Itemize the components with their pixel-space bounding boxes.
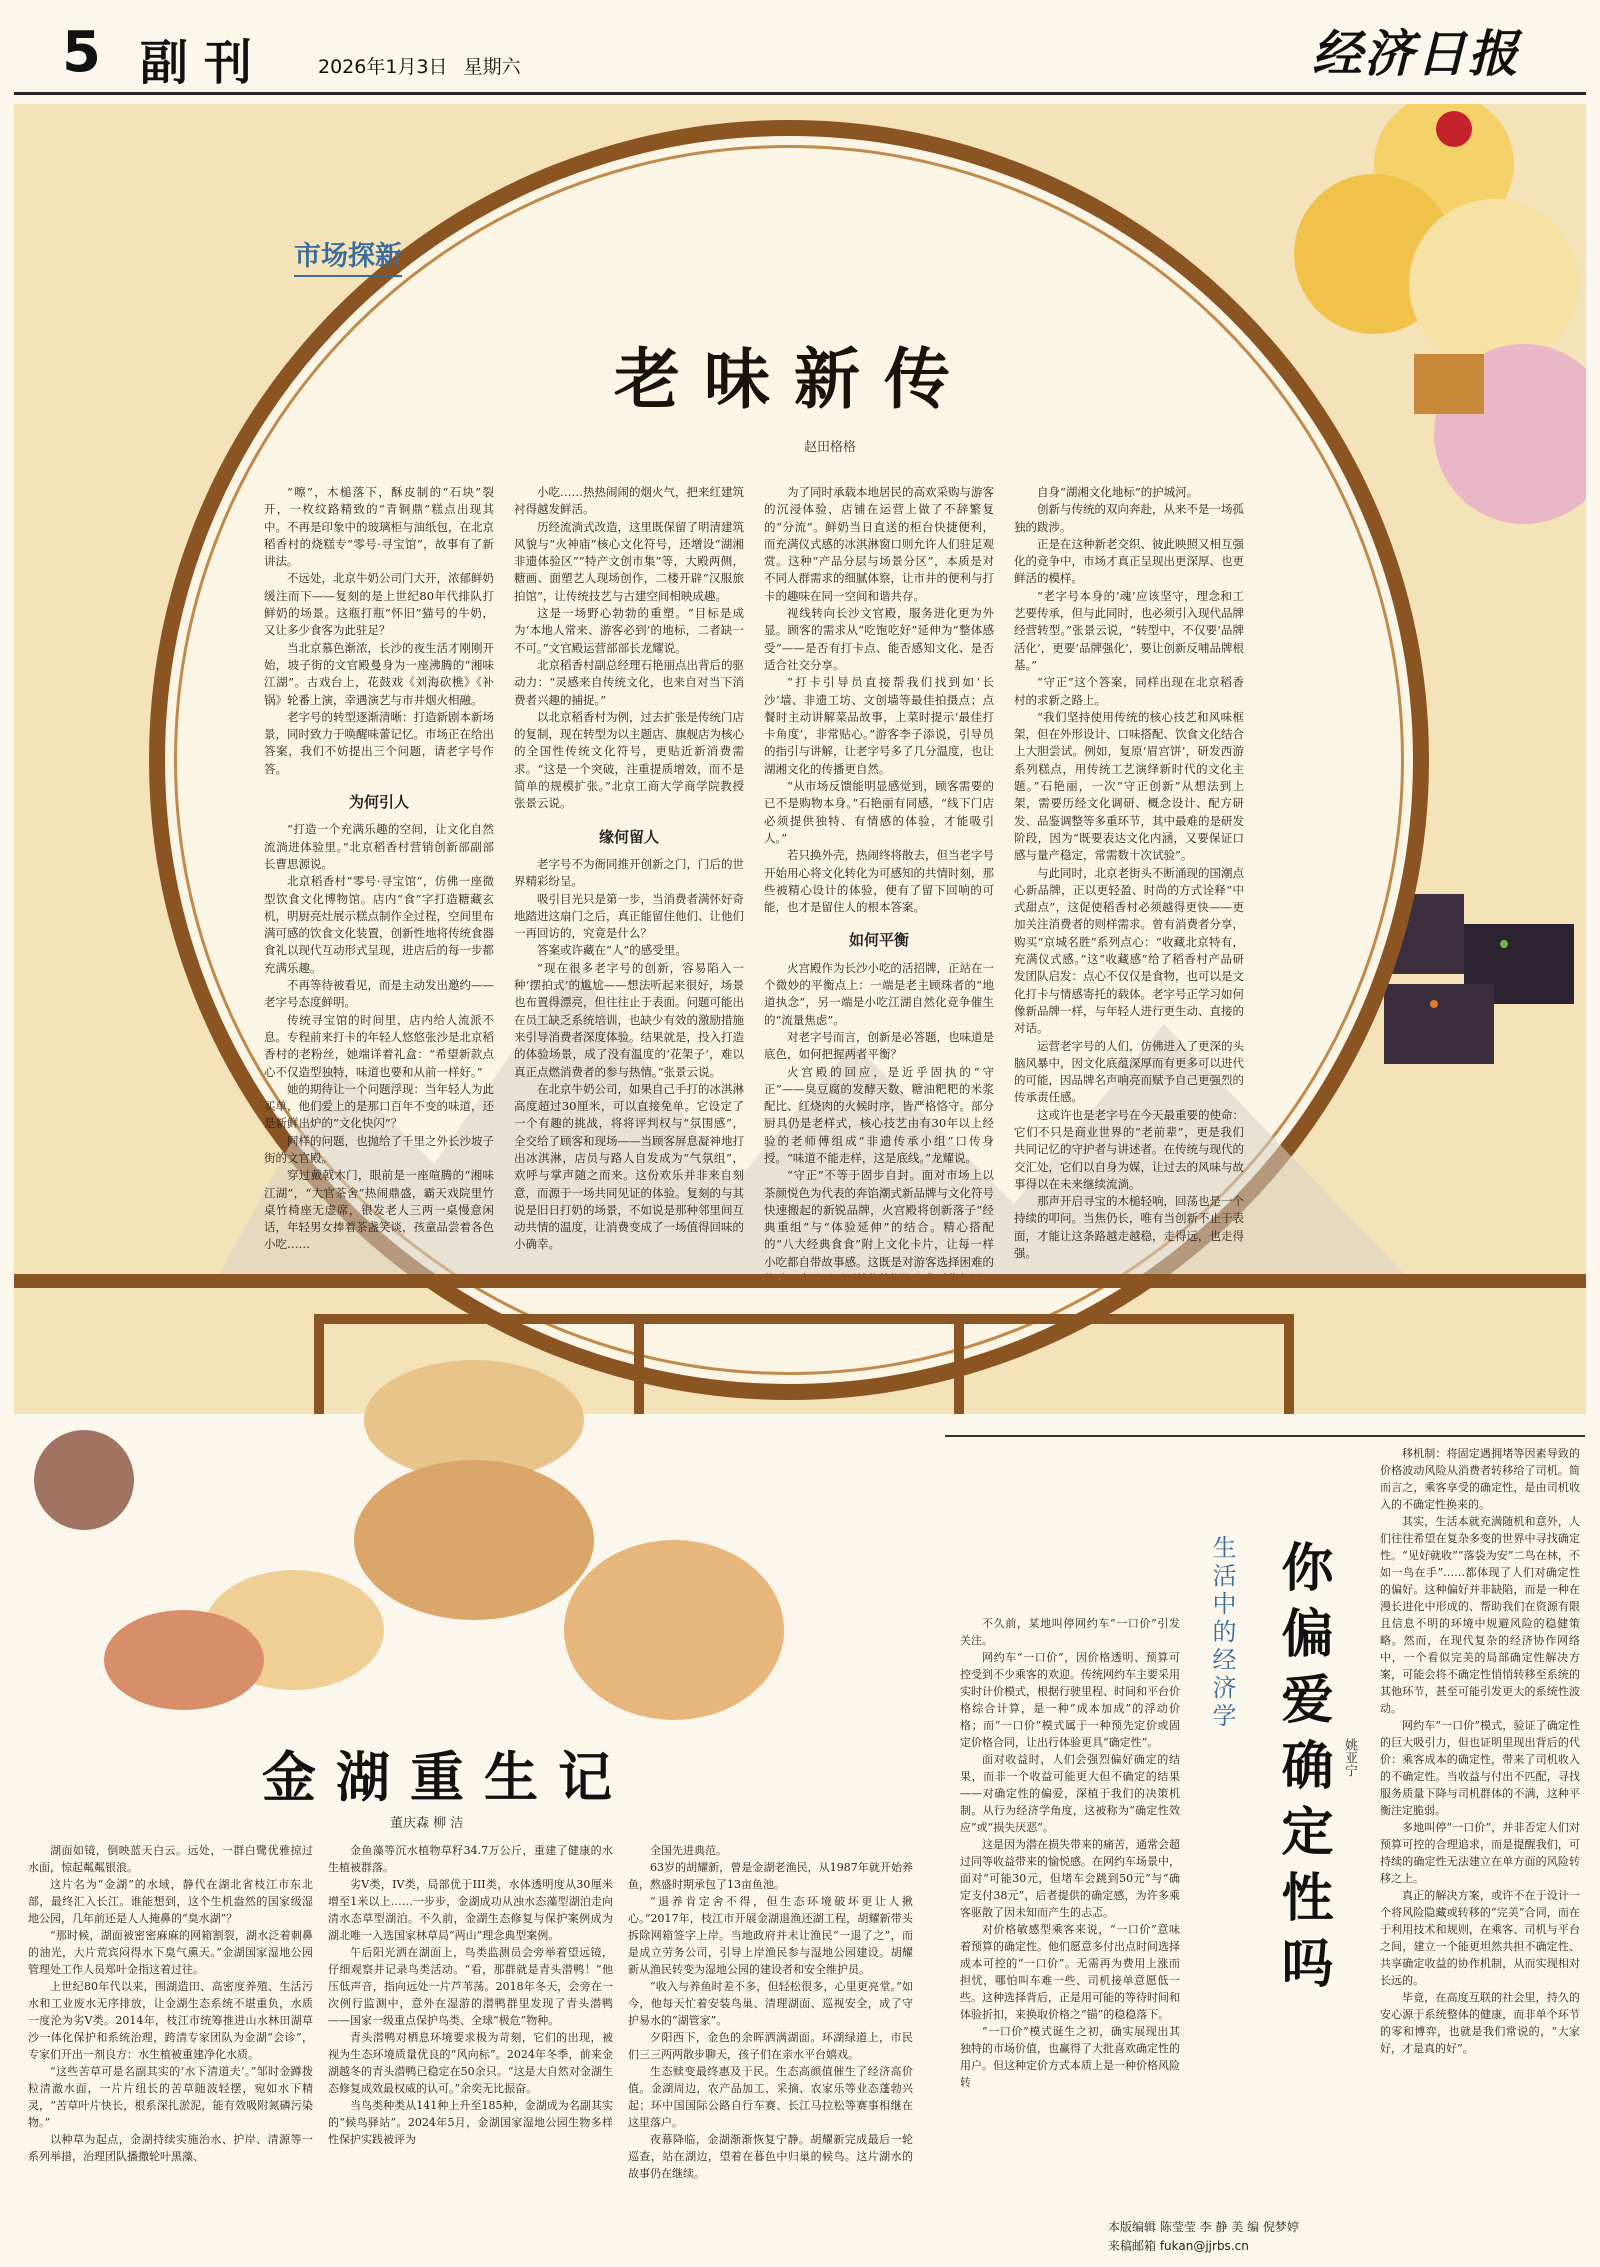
jinhu-column-1 — [28, 1842, 313, 2165]
paragraph: 老字号的转型逐渐清晰：打造新剧本新场景，同时致力于唤醒味蕾记忆。市场正在给出答案，我们不妨提出三个问题，请老字号作答。 — [264, 709, 494, 776]
col3-b — [764, 960, 994, 1289]
paragraph: 午后阳光洒在湖面上，鸟类监测员会旁举着望远镜，仔细观察并记录鸟类活动。“看，那群就是青头潜鸭！”他压低声音，指向远处一片芦苇荡。2018年冬天，会旁在一次例行监测中，意外在湿游的潜鸭群里发现了青头潜鸭——国家一级重点保护鸟类、全球“极危”物种。 — [328, 1946, 613, 2027]
paragraph: 夕阳西下，金色的余晖洒满湖面。环湖绿道上，市民们三三两两散步聊天，孩子们在亲水平台嬉戏。 — [628, 2031, 913, 2061]
sidebar-author: 姚亚宁 — [1342, 1738, 1357, 1777]
sidebar-col-a — [960, 1615, 1180, 2091]
paragraph: 在北京牛奶公司，如果自己手打的冰淇淋高度超过30厘米，可以直接免单。它设定了一个有趣的挑战，将将评判权与“氛围感”，全交给了顾客和现场——当顾客屏息凝神地打出冰淇淋，店员与路人自发成为“气氛组”，欢呼与掌声随之而来。这份欢乐并非来自刻意，而源于一场共同见证的体验。复刻的与其说是旧日打奶的场景，不如说是那种邻里间互动共情的温度，让消费变成了一场值得回味的小确幸。 — [514, 1081, 744, 1252]
col1-a — [264, 484, 494, 778]
paragraph: “一口价”模式诞生之初，确实展现出其独特的市场价值，也赢得了大批喜欢确定性的用户。但这种定价方式本质上是一种价格风险转 — [960, 2025, 1180, 2089]
paragraph: 北京稻香村副总经理石艳丽点出背后的驱动力：“灵感来自传统文化，也来自对当下消费者兴趣的捕捉。” — [514, 657, 744, 707]
paragraph: 对价格敏感型乘客来说，“一口价”意味着预算的确定性。他们愿意多付出点时间选择成本可控的“一口价”。无需再为费用上涨而担忧，哪怕叫车难一些、司机接单意愿低一些。这种选择背后，正是用可能的等待时间和体验折扣，来换取价格之“锚”的稳稳落下。 — [960, 1923, 1180, 2021]
paragraph: 老字号不为衙同推开创新之门，门后的世界精彩纷呈。 — [514, 856, 744, 889]
masthead-rule — [14, 92, 1586, 95]
submission-email: 来稿邮箱 fukan@jjrbs.cn — [1108, 2239, 1249, 2253]
paragraph: 她的期待让一个问题浮现：当年轻人为此买单，他们爱上的是那口百年不变的味道，还是新鲜出炉的“文化快闪”？ — [264, 1081, 494, 1131]
paragraph: 不再等待被看见，而是主动发出邀约——老字号态度鲜明。 — [264, 978, 494, 1010]
paragraph: “老字号本身的‘魂’应该坚守，理念和工艺要传承，但与此同时，也必须引入现代品牌经营转型。”张景云说，“转型中，不仅要‘品牌活化’，更要‘品牌强化’，要让创新反哺品牌根基。” — [1014, 588, 1244, 672]
paragraph: 移机制：将固定遇拥堵等因素导致的价格波动风险从消费者转移给了司机。简而言之，乘客享受的确定性，是由司机收入的不确定性换来的。 — [1380, 1447, 1580, 1511]
paragraph: 网约车“一口价”，因价格透明、预算可控受到不少乘客的欢迎。传统网约车主要采用实时计价模式，根据行驶里程、时间和平台价格综合计算，是一种“成本加成”的浮动价格；而“一口价”模式属于一种预先定价或固定价格合同，让出行体验更具“确定性”。 — [960, 1651, 1180, 1749]
paragraph: 创新与传统的双向奔赴，从来不是一场孤独的跋涉。 — [1014, 502, 1244, 534]
sidebar-col-b — [1380, 1445, 1580, 2057]
column-tag: 市场探新 — [294, 234, 402, 277]
jinhu-title: 金湖重生记 — [262, 1745, 632, 1809]
paragraph: “收入与养鱼时差不多，但轻松很多，心里更亮堂。”如今，他每天忙着安装鸟巢、清理湖面、巡视安全，成了守护易水的“湖管家”。 — [628, 1980, 913, 2027]
paragraph: 同样的问题，也抛给了千里之外长沙坡子街的文官殿。 — [264, 1133, 494, 1165]
paragraph: 运营老字号的人们，仿佛进入了更深的头脑风暴中，因文化底蕴深厚而有更多可以进代的可能，因品牌名声响亮而赋予自己更强烈的传承责任感。 — [1014, 1038, 1244, 1105]
paragraph: 这或许也是老字号在今天最重要的使命：它们不只是商业世界的“老前辈”，更是我们共同记忆的守护者与讲述者。在传统与现代的交汇处，它们以自身为媒，让过去的风味与故事得以在未来继续流淌。 — [1014, 1107, 1244, 1191]
col1-b — [264, 821, 494, 1253]
col2-a — [514, 484, 744, 813]
jinhu-col3 — [628, 1842, 913, 2182]
paragraph: 正是在这种新老交织、彼此映照又相互强化的竞争中，市场才真正呈现出更深厚、也更鲜活的模样。 — [1014, 536, 1244, 586]
page-number: 5 — [62, 20, 101, 85]
paragraph: 火宫殿作为长沙小吃的活招牌，正站在一个微妙的平衡点上：一端是老主顾珠者的“地道执念”，另一端是小吃江湖自然化竞争催生的“流量焦虑”。 — [764, 960, 994, 1027]
col2-b — [514, 856, 744, 1254]
paragraph: 当北京慕色渐浓，长沙的夜生活才刚刚开始，坡子街的文官殿曼身为一座沸腾的“湘味江湖”。古戏台上，花鼓戏《刘海砍樵》《补锅》轮番上演，幸遇演艺与市井烟火相融。 — [264, 640, 494, 707]
paragraph: 这是一场野心勃勃的重塑。“目标是成为‘本地人常来、游客必到’的地标，二者缺一不可。”文官殿运营部部长龙耀说。 — [514, 606, 744, 655]
paragraph: 面对收益时，人们会强烈偏好确定的结果，而非一个收益可能更大但不确定的结果——对确定性的偏爱，深植于我们的决策机制。从行为经济学角度，这被称为“确定性效应”或“损失厌恶”。 — [960, 1753, 1180, 1834]
sidebar-column-a — [960, 1615, 1180, 2091]
paragraph: 不久前，某地叫停网约车“一口价”引发关注。 — [960, 1617, 1180, 1647]
paragraph: 多地叫停“一口价”，并非否定人们对预算可控的合理追求，而是提醒我们，可持续的确定性无法建立在单方面的风险转移之上。 — [1380, 1821, 1580, 1885]
jinhu-col2 — [328, 1842, 613, 2148]
paragraph: 答案或许藏在“人”的感受里。 — [537, 943, 687, 958]
col3-a — [764, 484, 994, 916]
paragraph: “从市场反馈能明显感觉到，顾客需要的已不是购物本身。”石艳丽有同感，“线下门店必须提供独特、有情感的体验，才能吸引人。” — [764, 779, 994, 845]
paragraph: 那声开启寻宝的木槌轻响，回荡也是一个持续的叩问。当焦仍长，唯有当创新不止于表面，才能让这条路越走越稳，走得远，也走得强。 — [1014, 1194, 1244, 1261]
paragraph: 这是因为潜在损失带来的痛苦，通常会超过同等收益带来的愉悦感。在网约车场景中，面对“可能30元，但堵车会跳到50元”与“确定支付38元”，后者提供的确定感，为许多乘客驱散了因未知而产生的忐忑。 — [960, 1838, 1180, 1919]
paragraph: 对老字号而言，创新是必答题，也味道是底色，如何把握两者平衡？ — [764, 1029, 994, 1062]
paragraph: 夜幕降临，金湖渐渐恢复宁静。胡耀新完成最后一轮巡查，站在湖边，望着在暮色中归巢的候鸟。这片湖水的故事仍在继续。 — [628, 2133, 913, 2180]
paragraph: 金鱼藻等沉水植物草籽34.7万公斤，重建了健康的水生植被群落。 — [328, 1844, 613, 1874]
paragraph: 与此同时，北京老街头不断涌现的国潮点心新品牌，正以更轻盈、时尚的方式诠释“中式甜点”，这促使稻香村必须越得更快——更加关注消费者的则样需求。曾有消费者分享，购买“京城名胜”系列点心：“收藏北京特有，充满仪式感。”这“收藏感”给了稻香村产品研发团队启发：点心不仅仅是食物，也可以是文化打卡与情感寄托的载体。老字号正学习如何像新品牌一样，与年轻人进行更生动、直接的对话。 — [1014, 865, 1244, 1036]
paragraph: “守正”这个答案，同样出现在北京稻香村的求新之路上。 — [1014, 675, 1244, 707]
paragraph: 若只换外壳，热闹终将散去，但当老字号开始用心将文化转化为可感知的共情时刻，那些被精心设计的体验，便有了留下回响的可能，也才是留住人的根本答案。 — [764, 848, 994, 915]
paragraph: “我们坚持使用传统的核心技艺和风味框架，但在外形设计、口味搭配、饮食文化结合上大胆尝试。例如，复原‘眉宫饼’，研发西游系列糕点，用传统工艺演绎新时代的文化主题。”石艳丽，一次“守正创新”从想法到上架，需要历经文化调研、概念设计、配方研发、品鉴调整等多重环节，其中最难的是研发阶段，因为“既要表达文化内涵，又要保证口感与量产稳定，常需数十次试验”。 — [1014, 709, 1244, 863]
paragraph: 全国先进典范。 — [650, 1844, 727, 1857]
article-column-1 — [264, 484, 494, 1254]
paragraph: “嚓”，木槌落下，酥皮制的“石块”裂开，一枚纹路精致的“青铜鼎”糕点出现其中。不再是印象中的玻璃柜与油纸包，在北京稻香村的烧糕专“零号·寻宝馆”，故事有了新讲法。 — [264, 485, 494, 569]
paragraph: 网约车“一口价”模式，验证了确定性的巨大吸引力，但也证明里现出背后的代价：乘客成本的确定性，带来了司机收入的不确定性。当收益与付出不匹配，寻找服务质量下降与司机群体的不满，这种平衡注定脆弱。 — [1380, 1719, 1580, 1817]
paragraph: 湖面如镜，倒映蓝天白云。远处，一群白鹭优雅掠过水面，惊起粼粼银浪。 — [28, 1844, 313, 1874]
jinhu-byline: 董庆森 柳 洁 — [390, 1816, 464, 1831]
article-column-4 — [1014, 484, 1244, 1262]
issue-date: 2026年1月3日 星期六 — [318, 56, 521, 78]
jinhu-col1 — [28, 1842, 313, 2165]
paragraph: 火宫殿的回应，是近乎固执的“守正”——臭豆腐的发酵天数、糖油粑粑的米浆配比、红烧肉的火候时序，皆严格恪守。部分厨具仍是老样式，核心技艺由有30年以上经验的老师傅组成“非遗传承小组”口传身授。“味道不能走样，这是底线。”龙耀说。 — [764, 1064, 994, 1165]
jinhu-column-3 — [628, 1842, 913, 2182]
paragraph: “退养肯定舍不得，但生态环境破坏更让人揪心。”2017年，枝江市开展金湖退渔还湖工程，胡耀新带头拆除网箱签字上岸。当地政府并未让渔民“一退了之”，而是成立劳务公司，引导上岸渔民参与湿地公园建设。胡耀新从渔民转变为湿地公园的建设者和安全维护员。 — [628, 1895, 913, 1976]
paragraph: 当鸟类种类从141种上升至185种，金湖成为名副其实的“候鸟驿站”。2024年5月，金湖国家湿地公园生物多样性保护实践被评为 — [328, 2099, 613, 2146]
paragraph: 吸引目光只是第一步，当消费者满怀好奇地踏进这扇门之后，真正能留住他们、让他们一再回访的，究竟是什么？ — [514, 891, 744, 941]
paragraph: 不远处，北京牛奶公司门大开，浓郁鲜奶缓注而下——复刻的是上世纪80年代排队打鲜奶的场景。这瓶打瓶“怀旧”猫号的牛奶，又让多少食客为此驻足？ — [264, 571, 494, 638]
jinhu-column-2 — [328, 1842, 613, 2148]
feature-title: 老味新传 — [614, 340, 974, 418]
feature-byline: 赵田格格 — [804, 440, 857, 455]
masthead — [0, 0, 1600, 95]
paragraph: 63岁的胡耀新，曾是金湖老渔民，从1987年就开始养鱼，熬盛时期承包了13亩鱼池。 — [628, 1861, 913, 1891]
paragraph: “打造一个充满乐趣的空间，让文化自然流淌进体验里。”北京稻香村营销创新部副部长曹思源说。 — [264, 822, 494, 871]
paragraph: 其实，生活本就充满随机和意外，人们往往希望在复杂多变的世界中寻找确定性。“见好就收”“落袋为安”二鸟在林，不如一鸟在手”……都体现了人们对确定性的偏好。这种偏好并非缺陷，而是一种在漫长进化中形成的、帮助我们在资源有限且信息不明的环境中规避风险的稳健策略。然而，在现代复杂的经济协作网络中，一个看似完美的局部确定性解决方案，可能会将不确定性悄悄转移至系统的其他环节，甚至可能引发更大的系统性波动。 — [1380, 1515, 1580, 1715]
paragraph: 为了同时承载本地居民的高欢采购与游客的沉浸体验，店铺在运营上做了不辞繁复的“分流”。鲜奶当日直送的柜台快捷便利，而充满仪式感的冰淇淋窗口则允许人们驻足观赏。这种“产品分层与场景分区”，本质是对不同人群需求的细腻体察，让市井的便利与打卡的趣味在同一空间和谐共存。 — [764, 485, 994, 603]
paragraph: 毕竟，在高度互联的社会里，持久的安心源于系统整体的健康，而非单个环节的零和博弈，也就是我们常说的，“大家好，才是真的好”。 — [1380, 1991, 1580, 2055]
paragraph: 北京稻香村“零号·寻宝馆”，仿佛一座微型饮食文化博物馆。店内“食”字打造糖藏玄机，明厨亮灶展示糕点制作全过程，空间里布满可感的饮食文化装置，创新性地将传统食器食礼以现代互动形式呈现，进店后的每一步都充满乐趣。 — [264, 874, 494, 975]
feature-panel — [14, 104, 1586, 1414]
paragraph: 以种草为起点，金湖持续实施治水、护岸、清源等一系列举措，治理团队播撒轮叶黑藻、 — [28, 2133, 313, 2163]
paragraph: 上世纪80年代以来，围湖造田、高密度养殖、生活污水和工业废水无序排放，让金湖生态系统不堪重负，水质一度沦为劣V类。2014年，枝江市统筹推进山水林田湖草沙一体化保护和系统治理，跨清专家团队为金湖“会诊”，专家们开出一剂良方：水生植被重建净化水质。 — [28, 1980, 313, 2061]
paragraph: “打卡引导员直接帮我们找到如‘长沙’墙、非遗工坊、文创墙等最佳拍摄点；点餐时主动讲解菜品故事，上菜时提示‘最佳打卡角度’，非常贴心。”游客李子添说，引导员的指引与讲解，让老字号多了几分温度，也让湖湘文化的传播更自然。 — [764, 675, 994, 776]
paragraph: 这片名为“金湖”的水域，静代在湖北省枝江市东北部，最终汇入长江。谁能想到，这个生机盎然的国家级湿地公园，几年前还是人人掩鼻的“臭水湖”？ — [28, 1878, 313, 1925]
paragraph: 穿过戴戟木门，眼前是一座喧腾的“湘味江湖”，“大官茶舍”热闹鼎盛，霸天戏院里竹桌竹椅座无虚席，银发老人三两一桌慢意闲话，年轻男女捧着茶盏笑谈，孩童品尝着各色小吃…… — [264, 1168, 494, 1252]
editor-credits: 本版编辑 陈莹莹 李 静 美 编 倪梦婷 — [1108, 2220, 1299, 2234]
paper-logo: 经济日报 — [1312, 24, 1520, 83]
paragraph: “守正”不等于固步自封。面对市场上以茶颜悦色为代表的奔馅潮式新品牌与文化符号快速搬起的新锐品牌，火宫殿将创新落子“经典重组”与“体验延伸”的结合。精心搭配的“八大经典食食”附上文化卡片，让每一样小吃都自带故事感。这既是对游客选择困难的 — [764, 1168, 994, 1269]
subhead-why-retain: 缘何留人 — [598, 827, 659, 846]
col4 — [1014, 484, 1244, 1262]
paragraph: “现在很多老字号的创新，容易陷入一种‘摆拍式’的尴尬——想法听起来很好，场景也布置得漂亮，但往往止于表面。问题可能出在员工缺乏系统培训，也缺少有效的激励措施来引导消费者深度体验。结果就是，投入打造的体验场景，成了没有温度的‘花架子’，难以真正点燃消费者的参与热情。”张景云说。 — [514, 960, 744, 1079]
subhead-how-balance: 如何平衡 — [848, 931, 909, 950]
article-column-2 — [514, 484, 744, 1254]
sidebar-column-b — [1380, 1445, 1580, 2057]
sidebar-title: 你偏爱确定性吗 — [1272, 1540, 1333, 2002]
subhead-why-attract: 为何引人 — [348, 793, 409, 812]
paragraph: 生态赎变最终惠及于民。生态高颜值催生了经济高价值。金湖周边，农产品加工、采摘、农家乐等业态蓬勃兴起；环中国国际公路自行车赛、长江马拉松等赛事相继在这里落户。 — [628, 2065, 913, 2129]
paragraph: 视线转向长沙文官殿，服务进化更为外显。顾客的需求从“吃饱吃好”延伸为“整体感受”——是否有打卡点、能否感知文化、是否适合社交分享。 — [764, 606, 994, 672]
paragraph: 青头潜鸭对栖息环境要求极为苛刻，它们的出现，被视为生态环境质量优良的“风向标”。2024年冬季，前来金湖越冬的青头潜鸭已稳定在50余只。“这是大自然对金湖生态修复成效最权威的认可。”余奕无比振奋。 — [328, 2031, 613, 2095]
paragraph: 以北京稻香村为例，过去扩张是传统门店的复制，现在转型为以主题店、旗舰店为核心的全国性传统文化符号，更贴近新消费需求。“这是一个突破，注重提质增效，而不是简单的规模扩张。”北京工商大学商学院教授张景云说。 — [514, 709, 744, 811]
page-footer — [1108, 2218, 1588, 2256]
paragraph: 传统寻宝馆的时间里，店内给人流派不息。专程前来打卡的年轻人悠悠张沙是北京稻香村的老粉丝，她端详着礼盒：“希望新款点心不仅造型独特，味道也要和从前一样好。” — [264, 1012, 494, 1079]
sidebar-column-name: 生活中的经济学 — [1208, 1535, 1236, 1731]
paragraph: 劣V类，IV类，局部优于III类，水体透明度从30厘米增至1米以上……一步步，金湖成功从浊水态藻型湖泊走向清水态草型湖泊。不久前，金湖生态修复与保护案例成为湖北唯一入选国家林草局“两山”理念典型案例。 — [328, 1878, 613, 1942]
paragraph: 自身“湖湘文化地标”的护城河。 — [1037, 485, 1199, 499]
paragraph: “这些苦草可是名副其实的‘水下清道夫’。”邹时金蹲拨粒清澈水面，一片片纽长的苦草随波轻摆，宛如水下精灵，“苦草叶片快长，根系深扎淤泥，能有效吸附氮磷污染物。” — [28, 2065, 313, 2129]
paragraph: 真正的解决方案，或许不在于设计一个将风险隐藏或转移的“完美”合同，而在于利用技术和规则，在乘客、司机与平台之间，建立一个能更坦然共担不确定性、共享确定收益的协作机制，从而实现相对长远的。 — [1380, 1889, 1580, 1987]
paragraph: “那时候，湖面被密密麻麻的网箱割裂，湖水泛着刺鼻的油光，大片荒宾闷得水下臭气熏天。”金湖国家湿地公园管理处工作人员郑叶金指这着过往。 — [28, 1929, 313, 1976]
section-name: 副刊 — [140, 35, 269, 91]
sidebar-rule — [945, 1435, 1585, 1437]
pastry-illustration — [14, 1330, 934, 1750]
article-column-3 — [764, 484, 994, 1288]
paragraph: 小吃……热热闹闹的烟火气，把来红建筑衬得越发鲜活。 — [514, 485, 744, 517]
paragraph: 历经流淌式改造，这里既保留了明清建筑风貌与“火神庙”核心文化符号，还增设“湖湘非遗体验区”“特产文创市集”等，大殿两侧，糖画、面塑艺人现场创作，二楼开辟“汉服旅拍馆”，让传统技艺与古建空间相映成趣。 — [514, 519, 744, 603]
